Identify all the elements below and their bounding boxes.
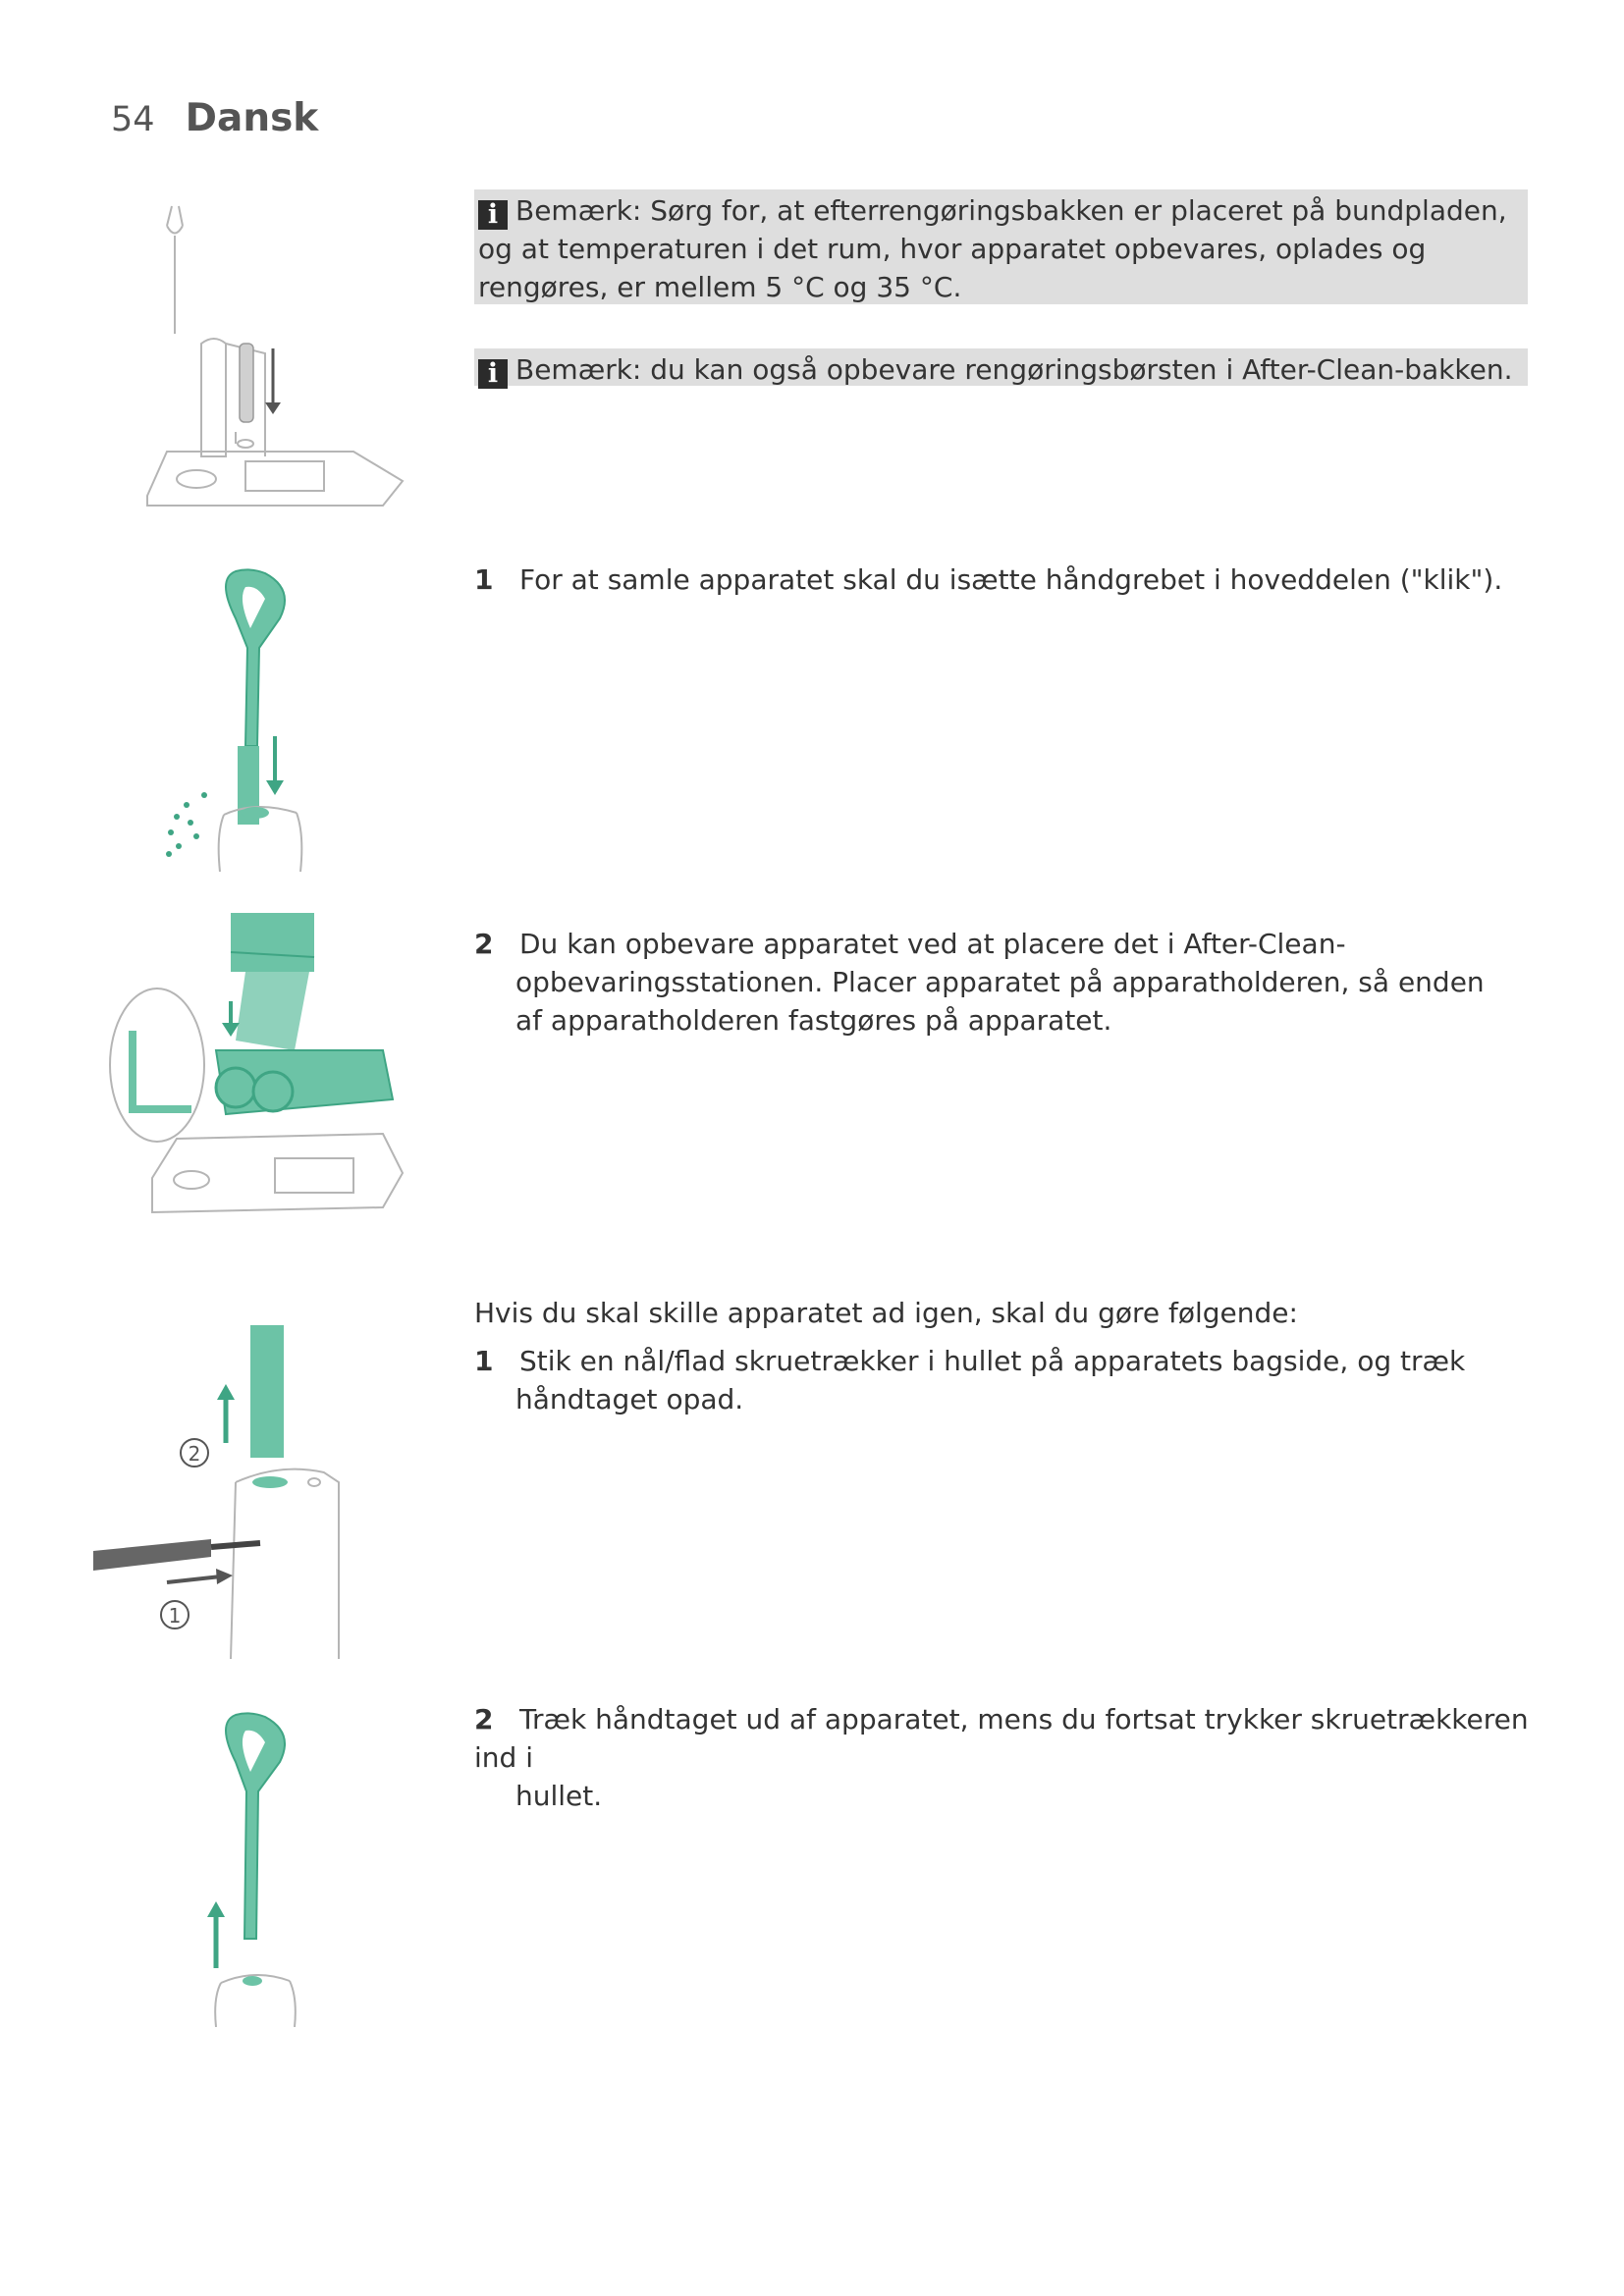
assembly-step-1	[474, 561, 1544, 599]
step-text: Stik en nål/flad skruetrækker i hullet på apparatets bagside, og træk	[519, 1345, 1466, 1377]
brush-storage-illustration	[128, 196, 412, 510]
screwdriver-release-illustration	[93, 1325, 407, 1659]
step-text: Du kan opbevare apparatet ved at placere det i After-Clean-	[519, 928, 1346, 960]
step-number: 1	[474, 563, 494, 596]
info-icon: i	[478, 200, 508, 230]
step-number: 2	[474, 1703, 494, 1735]
note-text: Bemærk: du kan også opbevare rengøringsbørsten i After-Clean-bakken.	[515, 353, 1513, 386]
disassembly-intro: Hvis du skal skille apparatet ad igen, skal du gøre følgende:	[474, 1297, 1298, 1329]
note-temperature	[474, 189, 1528, 304]
callout-2-label: 2	[188, 1442, 201, 1466]
step-text: For at samle apparatet skal du isætte håndgrebet i hoveddelen ("klik").	[519, 563, 1503, 596]
device-station-illustration	[98, 913, 422, 1237]
page-number: 54	[111, 100, 155, 139]
note-brush-storage	[474, 348, 1528, 389]
page-header	[111, 96, 318, 140]
disassembly-step-1	[474, 1342, 1544, 1418]
step-number: 1	[474, 1345, 494, 1377]
handle-remove-illustration	[162, 1703, 339, 2027]
assembly-step-2	[474, 925, 1544, 1040]
handle-insert-illustration	[157, 560, 353, 874]
info-icon: i	[478, 359, 508, 389]
step-text: Træk håndtaget ud af apparatet, mens du fortsat trykker skruetrækkeren ind i	[474, 1703, 1529, 1774]
section-language: Dansk	[185, 96, 319, 140]
step-text-continued: hullet.	[515, 1780, 603, 1812]
callout-1-label: 1	[168, 1604, 182, 1628]
step-text-continued: håndtaget opad.	[515, 1383, 744, 1415]
disassembly-step-2	[474, 1700, 1544, 1815]
step-text-continued: opbevaringsstationen. Placer apparatet på apparatholderen, så enden af apparatholderen fastgøres på apparatet.	[515, 966, 1485, 1037]
step-number: 2	[474, 928, 494, 960]
note-text: Bemærk: Sørg for, at efterrengøringsbakken er placeret på bundpladen, og at temperaturen i det rum, hvor apparatet opbevares, oplades og rengøres, er mellem 5 °C og 35 °C.	[478, 194, 1507, 303]
